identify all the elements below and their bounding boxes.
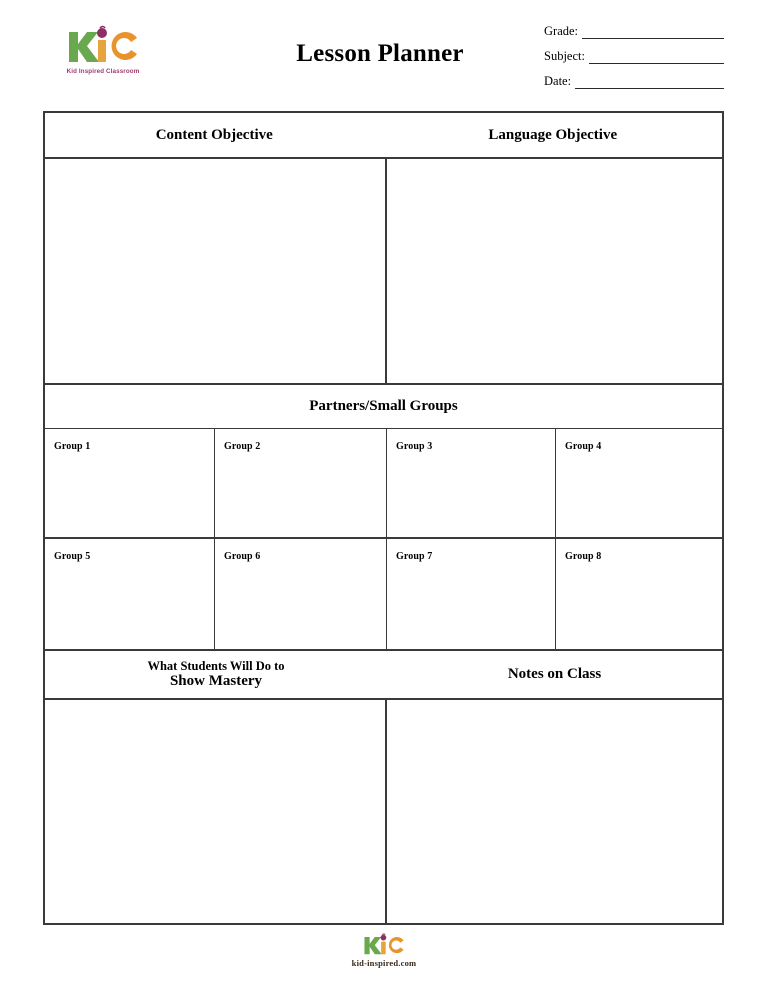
language-objective-heading: Language Objective bbox=[488, 126, 618, 143]
group-cell-6[interactable] bbox=[215, 539, 387, 649]
notes-on-class-field[interactable] bbox=[387, 700, 722, 923]
group-cell-5[interactable] bbox=[45, 539, 215, 649]
group-label-4: Group 4 bbox=[565, 441, 602, 452]
group-cell-3[interactable] bbox=[387, 429, 556, 537]
group-label-7: Group 7 bbox=[396, 551, 433, 562]
bottom-header-row bbox=[45, 649, 722, 700]
show-mastery-heading-line2: Show Mastery bbox=[169, 673, 263, 690]
content-objective-field[interactable] bbox=[45, 159, 387, 383]
show-mastery-heading bbox=[45, 651, 387, 698]
content-objective-heading: Content Objective bbox=[155, 126, 273, 143]
group-label-1: Group 1 bbox=[54, 441, 91, 452]
group-cell-1[interactable] bbox=[45, 429, 215, 537]
group-label-8: Group 8 bbox=[565, 551, 602, 562]
date-label: Date: bbox=[544, 74, 572, 88]
page-title: Lesson Planner bbox=[296, 40, 464, 67]
group-cell-4[interactable] bbox=[556, 429, 722, 537]
show-mastery-field[interactable] bbox=[45, 700, 387, 923]
group-label-5: Group 5 bbox=[54, 551, 91, 562]
language-objective-field[interactable] bbox=[387, 159, 722, 383]
subject-field-row bbox=[544, 49, 724, 64]
group-cell-8[interactable] bbox=[556, 539, 722, 649]
group-cell-2[interactable] bbox=[215, 429, 387, 537]
page-footer bbox=[0, 932, 768, 968]
planner-table bbox=[43, 111, 724, 925]
notes-on-class-heading: Notes on Class bbox=[507, 666, 602, 682]
footer-website-url[interactable]: kid-inspired.com bbox=[351, 958, 417, 968]
grade-label: Grade: bbox=[544, 24, 579, 38]
meta-fields bbox=[544, 24, 724, 99]
kic-logo-icon bbox=[63, 24, 143, 66]
grade-field-row bbox=[544, 24, 724, 39]
group-cell-7[interactable] bbox=[387, 539, 556, 649]
show-mastery-heading-line1: What Students Will Do to bbox=[147, 658, 285, 673]
grade-input-line[interactable] bbox=[582, 26, 724, 39]
partners-heading: Partners/Small Groups bbox=[45, 383, 722, 429]
logo-tagline: Kid Inspired Classroom bbox=[66, 68, 140, 75]
date-input-line[interactable] bbox=[575, 76, 724, 89]
subject-label: Subject: bbox=[544, 49, 585, 63]
groups-row-2 bbox=[45, 539, 722, 649]
group-label-6: Group 6 bbox=[224, 551, 261, 562]
page-header bbox=[0, 0, 768, 105]
bottom-body-row bbox=[45, 700, 722, 923]
group-label-2: Group 2 bbox=[224, 441, 261, 452]
subject-input-line[interactable] bbox=[589, 51, 724, 64]
kic-logo-icon bbox=[361, 932, 407, 957]
group-label-3: Group 3 bbox=[396, 441, 433, 452]
date-field-row bbox=[544, 74, 724, 89]
objectives-body-row bbox=[45, 159, 722, 383]
groups-row-1 bbox=[45, 429, 722, 539]
brand-logo bbox=[48, 24, 158, 75]
objectives-header-row bbox=[45, 113, 722, 159]
